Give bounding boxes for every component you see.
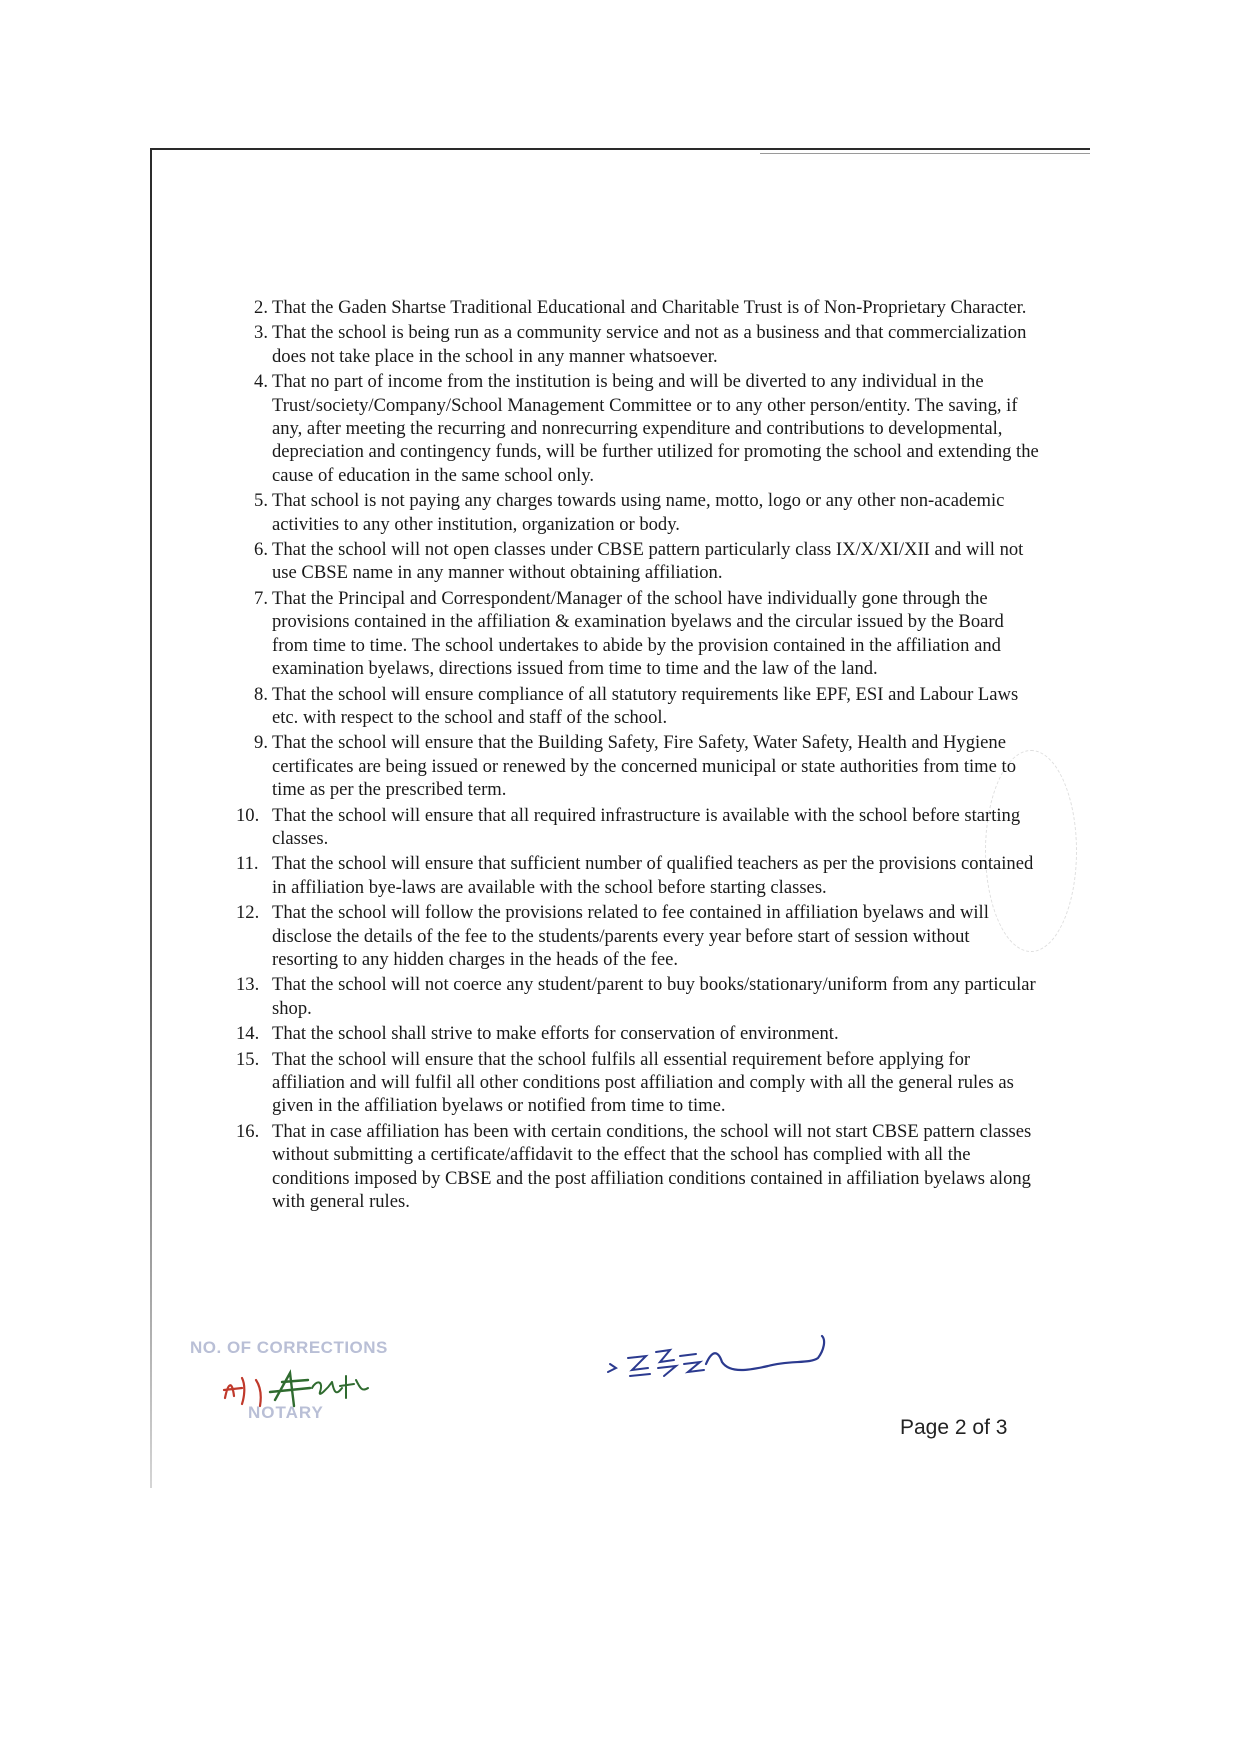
list-item [240,731,1040,801]
list-item-number: 16. [236,1120,260,1142]
list-item-number: 6. [254,539,268,561]
list-item-number: 8. [254,683,268,705]
page-border-left [150,148,152,1488]
list-item [236,901,1040,971]
list-item-number: 13. [236,974,260,996]
page-border-top [150,148,1090,150]
list-item-text: That the school will not open classes under CBSE pattern particularly class IX/X/XI/XII and will not use CBSE name in any manner without obtaining affiliation. [272,539,1024,584]
list-item [236,852,1040,899]
list-item [240,296,1040,319]
list-item [240,370,1040,487]
list-item-number: 3. [254,322,268,344]
list-item [236,1120,1040,1214]
page-border-top-double [760,153,1090,154]
list-item-number: 14. [236,1023,260,1045]
notary-handwritten-mark [220,1358,390,1418]
stamp-notary-label: NOTARY [248,1403,324,1422]
list-item-text: That no part of income from the institution is being and will be diverted to any individual in the Trust/society/Company/School Management Committee or to any other person/entity. The saving, if any, after meeting the recurring and nonrecurring expenditure and contributions to developmental, depreciation and contingency funds, will be further utilized for promoting the school and extending the cause of education in the same school only. [272,371,1039,486]
undertaking-list [236,296,1040,1215]
list-item [236,973,1040,1020]
list-item [236,1048,1040,1118]
list-item-text: That the school will follow the provisions related to fee contained in affiliation byelaws and will disclose the details of the fee to the students/parents every year before start of session without resorting to any hidden charges in the heads of the fee. [272,902,989,970]
list-item-number: 7. [254,587,268,609]
list-item-number: 10. [236,804,260,826]
list-item-text: That the school will ensure that the Building Safety, Fire Safety, Water Safety, Health and Hygiene certificates are being issued or renewed by the concerned municipal or state authorities from time to time as per the prescribed term. [272,732,1016,801]
stamp-corrections-label: NO. OF CORRECTIONS [190,1338,388,1357]
list-item-text: That the school will ensure compliance of all statutory requirements like EPF, ESI and Labour Laws etc. with respect to the school and staff of the school. [272,683,1019,728]
list-item [240,321,1040,368]
list-item-text: That school is not paying any charges towards using name, motto, logo or any other non-academic activities to any other institution, organization or body. [272,490,1005,535]
list-item-number: 12. [236,902,260,924]
list-item-number: 5. [254,490,268,512]
list-item-text: That the school is being run as a community service and not as a business and that commercialization does not take place in the school in any manner whatsoever. [272,322,1027,367]
list-item-number: 4. [254,371,268,393]
list-item-text: That in case affiliation has been with certain conditions, the school will not start CBSE pattern classes without submitting a certificate/affidavit to the effect that the school has complied with all the conditions imposed by CBSE and the post affiliation conditions contained in affiliation byelaws along with general rules. [272,1120,1032,1213]
list-item [240,683,1040,730]
list-item-text: That the school will ensure that sufficient number of qualified teachers as per the provisions contained in affiliation bye-laws are available with the school before starting classes. [272,853,1034,898]
list-item-text: That the school shall strive to make efforts for conservation of environment. [272,1023,839,1045]
notary-stamp [190,1338,420,1438]
list-item-text: That the school will ensure that all required infrastructure is available with the school before starting classes. [272,804,1021,849]
list-item [240,587,1040,681]
list-item-text: That the Gaden Shartse Traditional Educational and Charitable Trust is of Non-Proprietary Character. [272,297,1027,318]
list-item [240,538,1040,585]
page-number: Page 2 of 3 [900,1416,1008,1439]
list-item-text: That the Principal and Correspondent/Manager of the school have individually gone through the provisions contained in the affiliation & examination byelaws and the circular issued by the Board from time to time. The school undertakes to abide by the provision contained in the affiliation and examination byelaws, directions issued from time to time and the law of the land. [272,587,1004,680]
list-item-number: 11. [236,853,259,875]
signatory-signature [600,1330,840,1390]
list-item-text: That the school will not coerce any student/parent to buy books/stationary/uniform from any particular shop. [272,974,1036,1019]
list-item [240,489,1040,536]
list-item [236,804,1040,851]
list-item-number: 15. [236,1048,260,1070]
list-item-number: 9. [254,732,268,754]
list-item [236,1022,1040,1045]
list-item-number: 2. [254,297,268,318]
list-item-text: That the school will ensure that the school fulfils all essential requirement before applying for affiliation and will fulfil all other conditions post affiliation and comply with all the general rules as given in the affiliation byelaws or notified from time to time. [272,1048,1014,1117]
